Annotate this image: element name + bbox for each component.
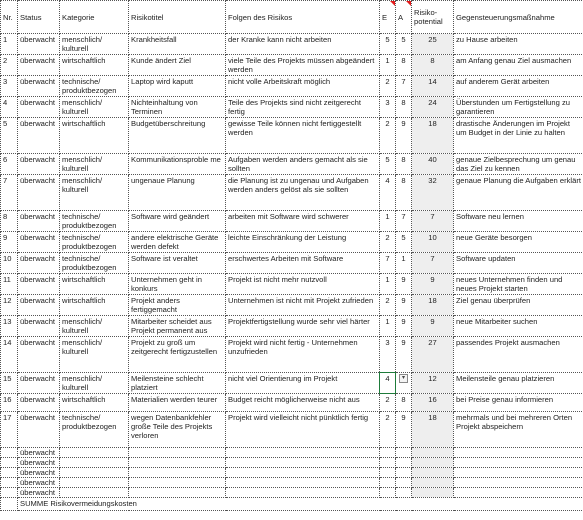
cell-massnahme[interactable]: neue Mitarbeiter suchen bbox=[454, 316, 583, 337]
cell-massnahme[interactable]: genaue Planung die Aufgaben erklärt bbox=[454, 175, 583, 211]
cell-massnahme[interactable] bbox=[454, 488, 583, 498]
cell-massnahme[interactable] bbox=[454, 468, 583, 478]
cell-nr[interactable] bbox=[1, 478, 18, 488]
table-row bbox=[1, 295, 583, 316]
header-risikotitel[interactable]: Risikotitel bbox=[129, 1, 226, 34]
cell-folgen[interactable]: Aufgaben werden anders gemacht als sie sollten bbox=[226, 154, 380, 175]
cell-risikopotential[interactable]: 14 bbox=[412, 76, 454, 97]
cell-nr[interactable]: 1 bbox=[1, 34, 18, 55]
cell-a[interactable]: 8 bbox=[396, 175, 412, 211]
table-row bbox=[1, 76, 583, 97]
cell-folgen[interactable]: Projekt ist nicht mehr nutzvoll bbox=[226, 274, 380, 295]
cell-e[interactable] bbox=[380, 458, 396, 468]
cell-status[interactable]: überwacht bbox=[18, 394, 60, 412]
cell-risikopotential[interactable]: 24 bbox=[412, 97, 454, 118]
header-massnahme[interactable]: Gegensteuerungsmaßnahme bbox=[454, 1, 583, 34]
cell-e[interactable]: 1 bbox=[380, 55, 396, 76]
cell-massnahme[interactable] bbox=[454, 478, 583, 488]
cell-a[interactable] bbox=[396, 478, 412, 488]
header-row bbox=[1, 1, 583, 34]
cell-nr[interactable] bbox=[1, 468, 18, 478]
cell-status[interactable]: überwacht bbox=[18, 295, 60, 316]
cell-e[interactable] bbox=[380, 468, 396, 478]
cell-risikotitel[interactable]: Laptop wird kaputt bbox=[129, 76, 226, 97]
cell-massnahme[interactable]: zu Hause arbeiten bbox=[454, 34, 583, 55]
table-row bbox=[1, 412, 583, 448]
cell-nr[interactable]: 2 bbox=[1, 55, 18, 76]
cell-risikotitel[interactable]: Budgetüberschreitung bbox=[129, 118, 226, 154]
cell-status[interactable]: überwacht bbox=[18, 211, 60, 232]
cell-a[interactable]: 7 bbox=[396, 211, 412, 232]
header-e[interactable] bbox=[380, 1, 396, 34]
cell-a[interactable]: 8 bbox=[396, 55, 412, 76]
cell-kategorie[interactable]: wirtschaftlich bbox=[60, 295, 129, 316]
cell-nr[interactable]: 5 bbox=[1, 118, 18, 154]
table-row bbox=[1, 316, 583, 337]
cell-risikotitel[interactable] bbox=[129, 488, 226, 498]
cell-status[interactable]: überwacht bbox=[18, 274, 60, 295]
cell-risikopotential[interactable]: 10 bbox=[412, 232, 454, 253]
summary-row bbox=[1, 498, 583, 511]
cell-nr[interactable]: 10 bbox=[1, 253, 18, 274]
cell-folgen[interactable]: viele Teile des Projekts müssen abgeändert werden bbox=[226, 55, 380, 76]
table-row bbox=[1, 337, 583, 373]
cell-status[interactable]: überwacht bbox=[18, 34, 60, 55]
cell-risikopotential[interactable]: 18 bbox=[412, 118, 454, 154]
cell-kategorie[interactable]: menschlich/ kulturell bbox=[60, 175, 129, 211]
table-row bbox=[1, 118, 583, 154]
cell-kategorie[interactable]: technische/ produktbezogen bbox=[60, 76, 129, 97]
cell-nr[interactable]: 3 bbox=[1, 76, 18, 97]
header-folgen[interactable]: Folgen des Risikos bbox=[226, 1, 380, 34]
comment-marker-icon bbox=[390, 1, 395, 6]
cell-a[interactable]: 8 bbox=[396, 97, 412, 118]
table-row bbox=[1, 253, 583, 274]
cell-risikopotential[interactable] bbox=[412, 468, 454, 478]
cell-risikopotential[interactable]: 8 bbox=[412, 55, 454, 76]
cell-nr[interactable]: 4 bbox=[1, 97, 18, 118]
cell-status[interactable]: überwacht bbox=[18, 316, 60, 337]
table-row bbox=[1, 175, 583, 211]
cell-e[interactable] bbox=[380, 478, 396, 488]
cell-risikotitel[interactable]: Kunde ändert Ziel bbox=[129, 55, 226, 76]
cell-risikotitel[interactable]: Krankheitsfall bbox=[129, 34, 226, 55]
cell-status[interactable]: überwacht bbox=[18, 478, 60, 488]
cell-e[interactable]: 4 bbox=[380, 373, 396, 394]
cell-status[interactable]: überwacht bbox=[18, 412, 60, 448]
header-kategorie[interactable]: Kategorie bbox=[60, 1, 129, 34]
cell-folgen[interactable]: erschwertes Arbeiten mit Software bbox=[226, 253, 380, 274]
cell-massnahme[interactable] bbox=[454, 448, 583, 458]
header-a[interactable] bbox=[396, 1, 412, 34]
cell-status[interactable]: überwacht bbox=[18, 253, 60, 274]
cell-massnahme[interactable]: genaue Zielbesprechung um genau das Ziel zu kennen bbox=[454, 154, 583, 175]
cell-e[interactable]: 2 bbox=[380, 76, 396, 97]
cell-nr[interactable]: 7 bbox=[1, 175, 18, 211]
header-e-label: E bbox=[382, 12, 388, 22]
cell-risikopotential[interactable] bbox=[412, 488, 454, 498]
cell-kategorie[interactable]: menschlich/ kulturell bbox=[60, 316, 129, 337]
table-body bbox=[1, 34, 583, 511]
cell-risikotitel[interactable] bbox=[129, 458, 226, 468]
cell-a[interactable] bbox=[396, 488, 412, 498]
table-row bbox=[1, 154, 583, 175]
cell-a[interactable]: 9 bbox=[396, 118, 412, 154]
cell-risikopotential[interactable] bbox=[412, 478, 454, 488]
empty-row bbox=[1, 478, 583, 488]
cell-kategorie[interactable]: wirtschaftlich bbox=[60, 274, 129, 295]
cell-massnahme[interactable]: Ziel genau überprüfen bbox=[454, 295, 583, 316]
cell-massnahme[interactable]: drastische Änderungen im Projekt um Budget in der Linie zu halten bbox=[454, 118, 583, 154]
table-row bbox=[1, 34, 583, 55]
cell-massnahme[interactable]: passendes Projekt ausmachen bbox=[454, 337, 583, 373]
cell-kategorie[interactable] bbox=[60, 458, 129, 468]
cell-e[interactable] bbox=[380, 488, 396, 498]
header-nr[interactable]: Nr. bbox=[1, 1, 18, 34]
cell-status[interactable]: überwacht bbox=[18, 118, 60, 154]
cell-folgen[interactable]: Projekt wird nicht fertig - Unternehmen unzufrieden bbox=[226, 337, 380, 373]
cell-risikotitel[interactable]: Nichteinhaltung von Terminen bbox=[129, 97, 226, 118]
cell-folgen[interactable]: Budget reicht möglicherweise nicht aus bbox=[226, 394, 380, 412]
cell-risikotitel[interactable]: Mitarbeiter scheidet aus Projekt permanent aus bbox=[129, 316, 226, 337]
cell-kategorie[interactable]: menschlich/ kulturell bbox=[60, 337, 129, 373]
cell-e[interactable] bbox=[380, 448, 396, 458]
cell-nr[interactable]: 17 bbox=[1, 412, 18, 448]
comment-marker-icon bbox=[406, 1, 411, 6]
cell-status[interactable]: überwacht bbox=[18, 76, 60, 97]
cell-nr[interactable]: 11 bbox=[1, 274, 18, 295]
cell-e[interactable]: 2 bbox=[380, 118, 396, 154]
cell-risikotitel[interactable]: Meilensteine schlecht platziert bbox=[129, 373, 226, 394]
cell-folgen[interactable] bbox=[226, 448, 380, 458]
cell-kategorie[interactable]: menschlich/ kulturell bbox=[60, 97, 129, 118]
cell-folgen[interactable] bbox=[226, 458, 380, 468]
cell-folgen[interactable]: nicht viel Orientierung im Projekt bbox=[226, 373, 380, 394]
empty-row bbox=[1, 448, 583, 458]
cell-massnahme[interactable]: Meilensteile genau platzieren bbox=[454, 373, 583, 394]
cell-e[interactable]: 5 bbox=[380, 154, 396, 175]
cell-massnahme[interactable]: Software neu lernen bbox=[454, 211, 583, 232]
cell-nr[interactable]: 14 bbox=[1, 337, 18, 373]
cell-e[interactable]: 1 bbox=[380, 316, 396, 337]
cell-kategorie[interactable]: technische/ produktbezogen bbox=[60, 211, 129, 232]
cell-status[interactable]: überwacht bbox=[18, 448, 60, 458]
cell-a[interactable] bbox=[396, 468, 412, 478]
cell-status[interactable]: überwacht bbox=[18, 97, 60, 118]
header-a-label: A bbox=[398, 12, 404, 22]
cell-a[interactable]: 9 bbox=[396, 316, 412, 337]
cell-a[interactable] bbox=[396, 373, 412, 394]
cell-nr[interactable]: 15 bbox=[1, 373, 18, 394]
cell-nr[interactable] bbox=[1, 448, 18, 458]
cell-e[interactable]: 5 bbox=[380, 34, 396, 55]
cell-risikopotential[interactable]: 18 bbox=[412, 295, 454, 316]
cell-massnahme[interactable]: Überstunden um Fertigstellung zu garantieren bbox=[454, 97, 583, 118]
cell-e[interactable]: 1 bbox=[380, 211, 396, 232]
cell-kategorie[interactable] bbox=[60, 488, 129, 498]
cell-kategorie[interactable] bbox=[60, 448, 129, 458]
cell-risikotitel[interactable]: Software ist veraltet bbox=[129, 253, 226, 274]
cell-massnahme[interactable]: auf anderem Gerät arbeiten bbox=[454, 76, 583, 97]
cell-folgen[interactable]: Projekt wird vielleicht nicht pünktlich fertig bbox=[226, 412, 380, 448]
cell-risikopotential[interactable]: 40 bbox=[412, 154, 454, 175]
cell-risikotitel[interactable]: Unternehmen geht in konkurs bbox=[129, 274, 226, 295]
cell-folgen[interactable]: arbeiten mit Software wird schwerer bbox=[226, 211, 380, 232]
cell-nr[interactable]: 13 bbox=[1, 316, 18, 337]
cell-massnahme[interactable]: Software updaten bbox=[454, 253, 583, 274]
empty-row bbox=[1, 458, 583, 468]
cell-nr[interactable]: 12 bbox=[1, 295, 18, 316]
cell-e[interactable]: 3 bbox=[380, 337, 396, 373]
header-risikopotential-label: Risiko-potential bbox=[414, 8, 443, 26]
cell-massnahme[interactable] bbox=[454, 458, 583, 468]
cell-status[interactable]: überwacht bbox=[18, 458, 60, 468]
table-row bbox=[1, 211, 583, 232]
cell-a[interactable] bbox=[396, 458, 412, 468]
cell-folgen[interactable]: die Planung ist zu ungenau und Aufgaben werden anders gelöst als sie sollten bbox=[226, 175, 380, 211]
cell-status[interactable]: überwacht bbox=[18, 488, 60, 498]
cell-risikotitel[interactable]: ungenaue Planung bbox=[129, 175, 226, 211]
cell-a[interactable]: 1 bbox=[396, 253, 412, 274]
cell-risikopotential[interactable]: 16 bbox=[412, 394, 454, 412]
cell-nr[interactable]: 16 bbox=[1, 394, 18, 412]
cell-kategorie[interactable]: wirtschaftlich bbox=[60, 55, 129, 76]
cell-risikotitel[interactable] bbox=[129, 468, 226, 478]
empty-row bbox=[1, 468, 583, 478]
cell-folgen[interactable]: Unternehmen ist nicht mit Projekt zufrieden bbox=[226, 295, 380, 316]
cell-massnahme[interactable]: bei Preise genau informieren bbox=[454, 394, 583, 412]
cell-risikopotential[interactable]: 25 bbox=[412, 34, 454, 55]
cell-e[interactable]: 2 bbox=[380, 394, 396, 412]
cell-a[interactable]: 8 bbox=[396, 154, 412, 175]
cell-status[interactable]: überwacht bbox=[18, 337, 60, 373]
cell-kategorie[interactable]: technische/ produktbezogen bbox=[60, 253, 129, 274]
cell-e[interactable]: 1 bbox=[380, 274, 396, 295]
cell-kategorie[interactable]: technische/ produktbezogen bbox=[60, 412, 129, 448]
cell-kategorie[interactable] bbox=[60, 478, 129, 488]
header-status[interactable]: Status bbox=[18, 1, 60, 34]
cell-risikopotential[interactable]: 12 bbox=[412, 373, 454, 394]
cell-nr[interactable] bbox=[1, 498, 18, 511]
cell-massnahme[interactable]: mehrmals und bei mehreren Orten Projekt abspeichern bbox=[454, 412, 583, 448]
cell-e[interactable]: 2 bbox=[380, 295, 396, 316]
cell-kategorie[interactable]: menschlich/ kulturell bbox=[60, 34, 129, 55]
cell-nr[interactable] bbox=[1, 458, 18, 468]
cell-a[interactable]: 5 bbox=[396, 232, 412, 253]
cell-folgen[interactable] bbox=[226, 488, 380, 498]
cell-kategorie[interactable]: technische/ produktbezogen bbox=[60, 232, 129, 253]
cell-risikotitel[interactable]: Software wird geändert bbox=[129, 211, 226, 232]
cell-folgen[interactable] bbox=[226, 478, 380, 488]
cell-risikopotential[interactable]: 7 bbox=[412, 211, 454, 232]
cell-risikotitel[interactable]: Projekt anders fertiggemacht bbox=[129, 295, 226, 316]
cell-folgen[interactable]: nicht volle Arbeitskraft möglich bbox=[226, 76, 380, 97]
cell-nr[interactable]: 9 bbox=[1, 232, 18, 253]
cell-massnahme[interactable]: neues Unternehmen finden und neues Projekt starten bbox=[454, 274, 583, 295]
cell-massnahme[interactable]: am Anfang genau Ziel ausmachen bbox=[454, 55, 583, 76]
cell-nr[interactable] bbox=[1, 488, 18, 498]
table-row bbox=[1, 55, 583, 76]
table-row bbox=[1, 274, 583, 295]
table-row bbox=[1, 232, 583, 253]
cell-risikopotential[interactable]: 18 bbox=[412, 412, 454, 448]
cell-risikopotential[interactable] bbox=[412, 448, 454, 458]
cell-risikopotential[interactable]: 7 bbox=[412, 253, 454, 274]
table-row bbox=[1, 373, 583, 394]
cell-e[interactable]: 2 bbox=[380, 412, 396, 448]
cell-a[interactable]: 9 bbox=[396, 274, 412, 295]
cell-folgen[interactable]: leichte Einschränkung der Leistung bbox=[226, 232, 380, 253]
summary-label[interactable]: SUMME Risikovermeidungskosten bbox=[18, 498, 583, 511]
cell-kategorie[interactable]: menschlich/ kulturell bbox=[60, 154, 129, 175]
cell-risikotitel[interactable]: Projekt zu groß um zeitgerecht fertigzustellen bbox=[129, 337, 226, 373]
cell-folgen[interactable]: Projektfertigstellung wurde sehr viel härter bbox=[226, 316, 380, 337]
cell-a[interactable]: 7 bbox=[396, 76, 412, 97]
cell-a[interactable] bbox=[396, 448, 412, 458]
cell-risikopotential[interactable] bbox=[412, 458, 454, 468]
cell-kategorie[interactable]: wirtschaftlich bbox=[60, 394, 129, 412]
cell-risikotitel[interactable]: Materialien werden teurer bbox=[129, 394, 226, 412]
cell-kategorie[interactable]: wirtschaftlich bbox=[60, 118, 129, 154]
cell-nr[interactable]: 6 bbox=[1, 154, 18, 175]
dropdown-chevron-down-icon[interactable]: ▾ bbox=[399, 374, 408, 383]
cell-status[interactable]: überwacht bbox=[18, 468, 60, 478]
cell-kategorie[interactable] bbox=[60, 468, 129, 478]
cell-e[interactable]: 4 bbox=[380, 175, 396, 211]
cell-folgen[interactable]: der Kranke kann nicht arbeiten bbox=[226, 34, 380, 55]
cell-kategorie[interactable]: menschlich/ kulturell bbox=[60, 373, 129, 394]
cell-a[interactable]: 9 bbox=[396, 412, 412, 448]
empty-row bbox=[1, 488, 583, 498]
cell-a[interactable]: 9 bbox=[396, 295, 412, 316]
cell-folgen[interactable] bbox=[226, 468, 380, 478]
cell-a[interactable]: 9 bbox=[396, 337, 412, 373]
cell-risikotitel[interactable] bbox=[129, 478, 226, 488]
cell-risikopotential[interactable]: 32 bbox=[412, 175, 454, 211]
cell-nr[interactable]: 8 bbox=[1, 211, 18, 232]
table-row bbox=[1, 97, 583, 118]
cell-e[interactable]: 2 bbox=[380, 232, 396, 253]
cell-e[interactable]: 3 bbox=[380, 97, 396, 118]
cell-status[interactable]: überwacht bbox=[18, 55, 60, 76]
cell-a[interactable]: 8 bbox=[396, 394, 412, 412]
header-risikopotential[interactable] bbox=[412, 1, 454, 34]
cell-risikotitel[interactable] bbox=[129, 448, 226, 458]
cell-status[interactable]: überwacht bbox=[18, 232, 60, 253]
cell-status[interactable]: überwacht bbox=[18, 373, 60, 394]
cell-risikotitel[interactable]: Kommunikationsproble me bbox=[129, 154, 226, 175]
cell-a[interactable]: 5 bbox=[396, 34, 412, 55]
cell-e[interactable]: 7 bbox=[380, 253, 396, 274]
cell-status[interactable]: überwacht bbox=[18, 154, 60, 175]
cell-folgen[interactable]: gewisse Teile können nicht fertiggestellt werden bbox=[226, 118, 380, 154]
cell-risikopotential[interactable]: 27 bbox=[412, 337, 454, 373]
cell-folgen[interactable]: Teile des Projekts sind nicht zeitgerecht fertig bbox=[226, 97, 380, 118]
cell-risikopotential[interactable]: 9 bbox=[412, 316, 454, 337]
cell-risikopotential[interactable]: 9 bbox=[412, 274, 454, 295]
cell-risikotitel[interactable]: andere elektrische Geräte werden defekt bbox=[129, 232, 226, 253]
cell-status[interactable]: überwacht bbox=[18, 175, 60, 211]
cell-massnahme[interactable]: neue Geräte besorgen bbox=[454, 232, 583, 253]
cell-risikotitel[interactable]: wegen Datenbankfehler große Teile des Projekts verloren bbox=[129, 412, 226, 448]
table-row bbox=[1, 394, 583, 412]
